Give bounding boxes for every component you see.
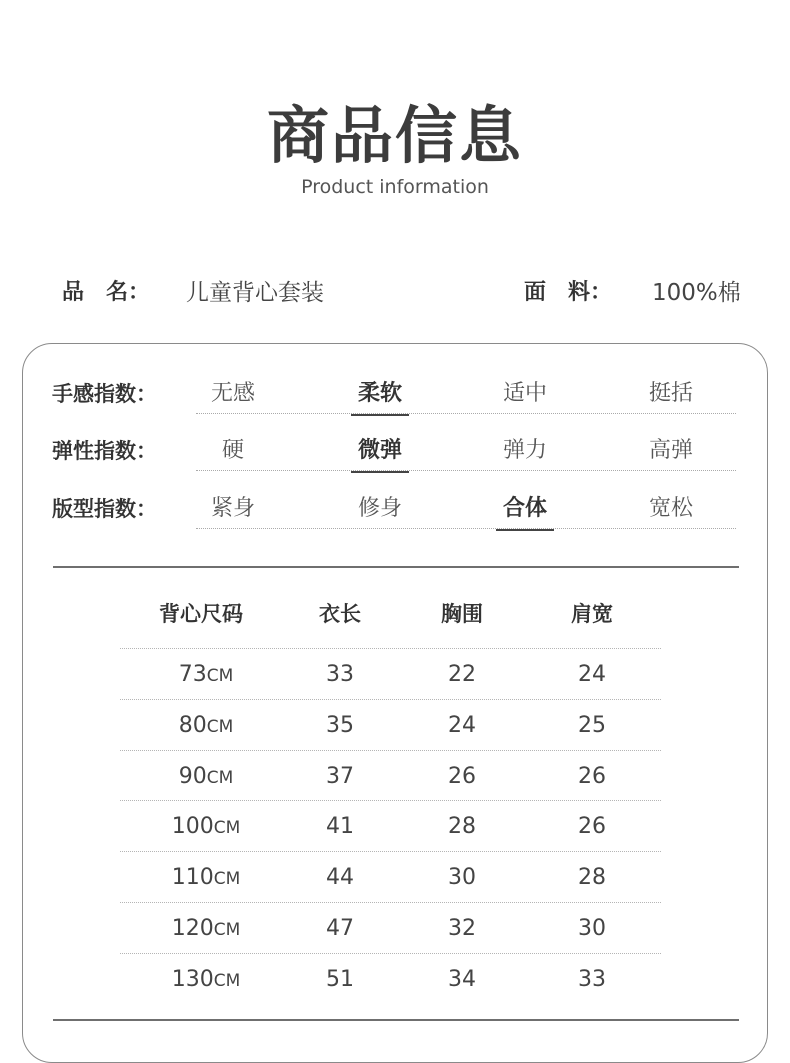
size-value: 100 (171, 814, 214, 840)
size-unit: CM (206, 666, 234, 686)
row-separator (120, 699, 661, 700)
length-cell: 33 (326, 662, 354, 687)
chest-cell: 26 (448, 763, 476, 789)
attribute-option: 紧身 (210, 496, 255, 521)
page-title: 商品信息 (266, 99, 523, 172)
shoulder-cell: 24 (578, 662, 606, 687)
shoulder-cell: 25 (578, 712, 606, 738)
header-length: 衣长 (319, 602, 361, 626)
size-unit: CM (206, 716, 234, 737)
row-separator (120, 902, 661, 903)
chest-cell: 24 (448, 712, 476, 738)
length-cell: 41 (326, 814, 354, 840)
size-unit: CM (213, 970, 241, 991)
size-value: 90 (178, 763, 207, 789)
size-cell (146, 711, 266, 742)
header-shoulder: 肩宽 (571, 602, 613, 626)
size-value: 80 (178, 712, 207, 738)
attribute-option: 无感 (210, 381, 255, 406)
size-cell (146, 965, 266, 996)
shoulder-cell: 26 (578, 763, 606, 789)
size-cell (146, 660, 266, 691)
chest-cell: 22 (448, 662, 476, 687)
size-unit: CM (213, 818, 241, 839)
size-value: 73 (178, 662, 207, 687)
selected-option: 柔软 (357, 381, 402, 406)
size-unit: CM (213, 920, 241, 940)
elasticity-index-row (0, 433, 790, 473)
header-chest: 胸围 (441, 602, 483, 626)
chest-cell: 28 (448, 814, 476, 840)
product-name-value: 儿童背心套装 (186, 280, 324, 306)
length-cell: 35 (326, 712, 354, 738)
attribute-option: 高弹 (648, 438, 693, 463)
attribute-option: 适中 (502, 381, 547, 406)
attribute-option: 修身 (357, 496, 402, 521)
header-size: 背心尺码 (159, 602, 243, 626)
length-cell: 37 (326, 763, 354, 789)
size-cell (146, 812, 266, 843)
elasticity-index-label: 弹性指数： (52, 439, 157, 463)
attribute-option: 宽松 (648, 496, 693, 521)
fabric-label: 面 料： (524, 280, 613, 305)
row-separator (120, 953, 661, 954)
shoulder-cell: 28 (578, 865, 606, 891)
size-unit: CM (206, 767, 234, 788)
size-unit: CM (213, 869, 241, 890)
length-cell: 44 (326, 865, 354, 891)
attribute-option: 弹力 (502, 438, 547, 463)
shoulder-cell: 30 (578, 916, 606, 941)
divider-top (53, 566, 739, 568)
dotted-line (196, 413, 736, 414)
shoulder-cell: 33 (578, 966, 606, 992)
row-separator (120, 800, 661, 801)
chest-cell: 32 (448, 916, 476, 941)
length-cell: 47 (326, 916, 354, 941)
selected-option: 合体 (502, 496, 547, 521)
dotted-line (196, 528, 736, 529)
shoulder-cell: 26 (578, 814, 606, 840)
selected-underline (351, 414, 409, 416)
chest-cell: 30 (448, 865, 476, 891)
length-cell: 51 (326, 966, 354, 992)
attribute-option: 硬 (221, 438, 244, 463)
size-value: 120 (171, 916, 214, 941)
row-separator (120, 648, 661, 649)
size-cell (146, 762, 266, 793)
selected-option: 微弹 (357, 438, 402, 463)
size-value: 110 (171, 865, 214, 891)
dotted-line (196, 470, 736, 471)
row-separator (120, 750, 661, 751)
page-subtitle: Product information (301, 176, 489, 198)
selected-underline (496, 529, 554, 531)
product-name-label: 品 名： (62, 280, 151, 305)
fit-index-label: 版型指数： (52, 497, 157, 521)
feel-index-row (0, 376, 790, 416)
fit-index-row (0, 491, 790, 531)
size-cell (146, 914, 266, 945)
size-cell (146, 863, 266, 894)
size-value: 130 (171, 966, 214, 992)
fabric-value: 100%棉 (652, 280, 741, 306)
selected-underline (351, 471, 409, 473)
feel-index-label: 手感指数： (52, 382, 157, 406)
divider-bottom (53, 1019, 739, 1021)
chest-cell: 34 (448, 966, 476, 992)
attribute-option: 挺括 (648, 381, 693, 406)
row-separator (120, 851, 661, 852)
